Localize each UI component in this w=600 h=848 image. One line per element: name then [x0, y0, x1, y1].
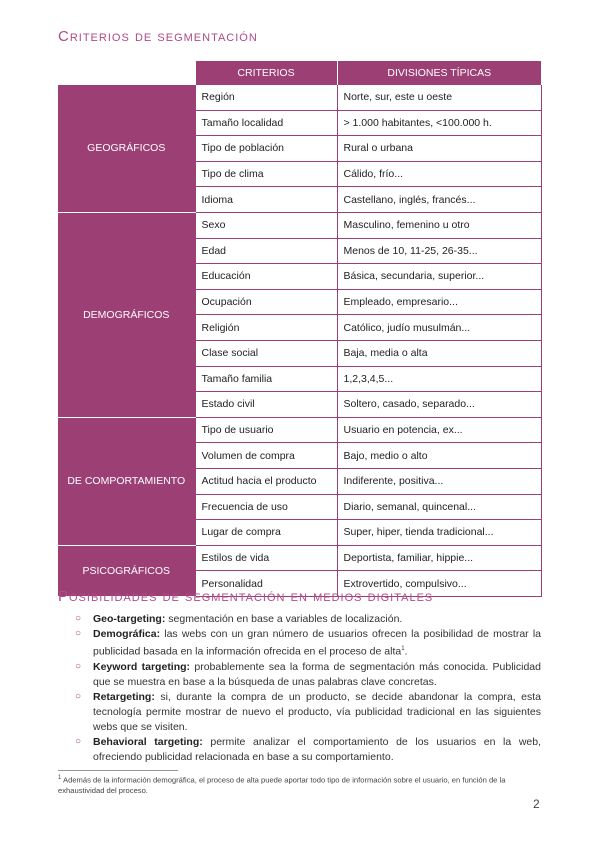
criterion-cell: Educación	[195, 264, 337, 290]
division-cell: 1,2,3,4,5...	[337, 366, 541, 392]
segmentation-table	[58, 61, 542, 597]
section-heading-digital: Posibilidades de segmentación en medios digitales	[58, 588, 434, 605]
division-cell: > 1.000 habitantes, <100.000 h.	[337, 110, 541, 136]
criterion-cell: Sexo	[195, 212, 337, 238]
division-cell: Menos de 10, 11-25, 26-35...	[337, 238, 541, 264]
list-item-text: permite analizar el comportamiento de los usuarios en la web, ofreciendo publicidad relacionada en base a su comportamiento.	[93, 735, 541, 763]
footnote	[58, 773, 548, 796]
circle-bullet-icon: ○	[75, 628, 82, 640]
division-cell: Castellano, inglés, francés...	[337, 187, 541, 213]
criterion-cell: Clase social	[195, 340, 337, 366]
list-item-term: Keyword targeting:	[93, 660, 191, 673]
criterion-cell: Tamaño familia	[195, 366, 337, 392]
table-row	[58, 85, 541, 110]
division-cell: Norte, sur, este u oeste	[337, 85, 541, 110]
criterion-cell: Personalidad	[195, 571, 337, 597]
circle-bullet-icon: ○	[75, 735, 82, 747]
footnote-ref: 1	[401, 646, 405, 653]
division-cell: Extrovertido, compulsivo...	[337, 571, 541, 597]
list-item-text: probablemente sea la forma de segmentación más conocida. Publicidad que se muestra en base a la búsqueda de unas palabras clave concretas.	[93, 660, 541, 688]
division-cell: Cálido, frío...	[337, 161, 541, 187]
category-cell: GEOGRÁFICOS	[58, 85, 195, 212]
table-row	[58, 417, 541, 443]
criterion-cell: Edad	[195, 238, 337, 264]
table-header-blank	[58, 61, 195, 85]
division-cell: Diario, semanal, quincenal...	[337, 494, 541, 520]
list-item	[75, 690, 541, 734]
list-item-text: si, durante la compra de un producto, se decide abandonar la compra, esta tecnología permite mostrar de nuevo el producto, vía publicidad tradicional en las siguientes webs que se visiten.	[93, 690, 541, 733]
footnote-divider	[58, 770, 178, 771]
circle-bullet-icon: ○	[75, 690, 82, 702]
criterion-cell: Estado civil	[195, 392, 337, 418]
criterion-cell: Frecuencia de uso	[195, 494, 337, 520]
criterion-cell: Actitud hacia el producto	[195, 468, 337, 494]
circle-bullet-icon: ○	[75, 660, 82, 672]
list-item	[75, 735, 541, 765]
criterion-cell: Idioma	[195, 187, 337, 213]
list-item-text: segmentación en base a variables de localización.	[165, 613, 403, 625]
division-cell: Super, hiper, tienda tradicional...	[337, 520, 541, 546]
list-item-term: Behavioral targeting:	[93, 735, 203, 748]
table-row	[58, 545, 541, 571]
footnote-mark: 1	[58, 775, 62, 781]
page-number: 2	[533, 797, 540, 811]
division-cell: Básica, secundaria, superior...	[337, 264, 541, 290]
division-cell: Usuario en potencia, ex...	[337, 417, 541, 443]
footnote-text: Además de la información demográfica, el proceso de alta puede aportar todo tipo de información sobre el usuario, en función de la exhaustividad del proceso.	[58, 775, 506, 795]
criterion-cell: Religión	[195, 315, 337, 341]
division-cell: Masculino, femenino u otro	[337, 212, 541, 238]
criterion-cell: Tamaño localidad	[195, 110, 337, 136]
criterion-cell: Estilos de vida	[195, 545, 337, 571]
list-item-term: Retargeting:	[93, 690, 155, 703]
list-item	[75, 612, 541, 627]
division-cell: Empleado, empresario...	[337, 289, 541, 315]
division-cell: Deportista, familiar, hippie...	[337, 545, 541, 571]
table-header-criteria: CRITERIOS	[195, 61, 337, 85]
category-cell: DEMOGRÁFICOS	[58, 212, 195, 417]
targeting-list	[75, 612, 541, 765]
table-header-row	[58, 61, 541, 85]
criterion-cell: Lugar de compra	[195, 520, 337, 546]
circle-bullet-icon: ○	[75, 613, 82, 624]
division-cell: Baja, media o alta	[337, 340, 541, 366]
list-item	[75, 627, 541, 659]
table-row	[58, 212, 541, 238]
criterion-cell: Tipo de clima	[195, 161, 337, 187]
division-cell: Indiferente, positiva...	[337, 468, 541, 494]
category-cell: DE COMPORTAMIENTO	[58, 417, 195, 545]
list-item-term: Geo-targeting:	[93, 613, 166, 625]
criterion-cell: Tipo de población	[195, 136, 337, 162]
division-cell: Católico, judío musulmán...	[337, 315, 541, 341]
division-cell: Rural o urbana	[337, 136, 541, 162]
list-item	[75, 660, 541, 690]
table-header-divisions: DIVISIONES TÍPICAS	[337, 61, 541, 85]
criterion-cell: Volumen de compra	[195, 443, 337, 469]
criterion-cell: Región	[195, 85, 337, 110]
list-item-tail: .	[404, 645, 408, 658]
table-body	[58, 85, 541, 596]
criterion-cell: Ocupación	[195, 289, 337, 315]
division-cell: Bajo, medio o alto	[337, 443, 541, 469]
category-cell: PSICOGRÁFICOS	[58, 545, 195, 596]
division-cell: Soltero, casado, separado...	[337, 392, 541, 418]
section-heading-criteria: Criterios de segmentación	[58, 28, 258, 45]
list-item-term: Demográfica:	[93, 628, 161, 641]
criterion-cell: Tipo de usuario	[195, 417, 337, 443]
list-item-text: las webs con un gran número de usuarios ofrecen la posibilidad de mostrar la publicidad basada en la información ofrecida en el proceso de alta	[93, 628, 541, 658]
